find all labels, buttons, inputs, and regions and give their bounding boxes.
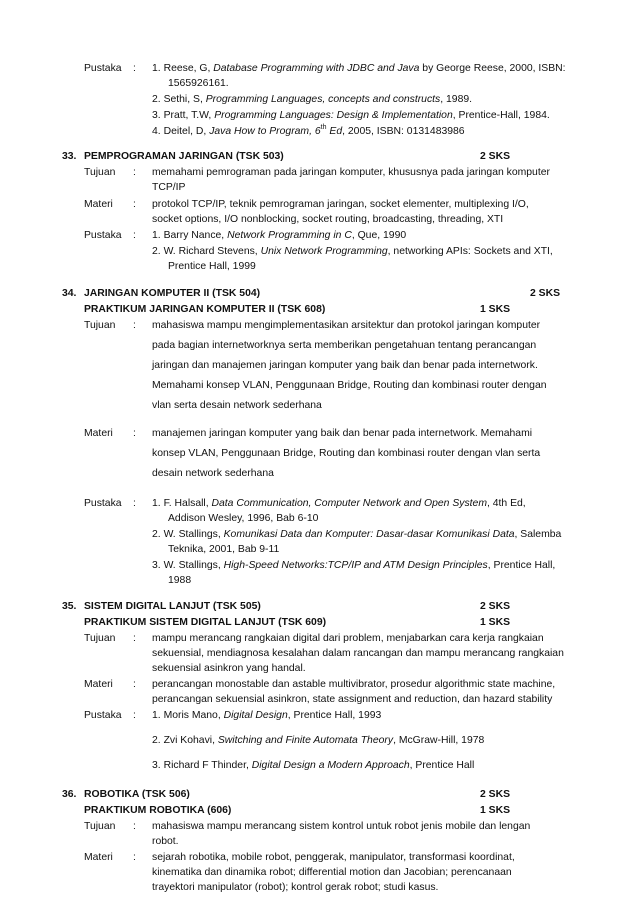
reference-item: 1. F. Halsall, Data Communication, Computer Network and Open System, 4th Ed, <box>152 498 526 509</box>
practicum-title: PRAKTIKUM JARINGAN KOMPUTER II (TSK 608) <box>84 304 326 315</box>
course-title: JARINGAN KOMPUTER II (TSK 504) <box>84 288 261 299</box>
tujuan-label: Tujuan <box>84 821 116 832</box>
materi-text: manajemen jaringan komputer yang baik dan benar pada internetwork. Memahami <box>152 428 533 439</box>
tujuan-label: Tujuan <box>84 167 116 178</box>
colon: : <box>133 498 136 509</box>
colon: : <box>133 167 136 178</box>
colon: : <box>133 199 136 210</box>
practicum-credits: 1 SKS <box>480 805 511 816</box>
reference-continuation: Addison Wesley, 1996, Bab 6-10 <box>168 513 319 524</box>
tujuan-label: Tujuan <box>84 633 116 644</box>
tujuan-label: Tujuan <box>84 320 116 331</box>
materi-text: socket options, I/O nonblocking, socket routing, broadcasting, threading, XTI <box>152 214 504 225</box>
tujuan-text: sekuensial, mendiagnosa kesalahan dalam rancangan dan mampu merancang rangkaian <box>152 648 564 659</box>
course-credits: 2 SKS <box>530 288 561 299</box>
materi-text: perancangan sekuensial asinkron, state assignment and reduction, dan hazard stability <box>152 694 553 705</box>
materi-text: kinematika dan dinamika robot; differential motion dan Jacobian; perencanaan <box>152 867 512 878</box>
reference-item: 2. Zvi Kohavi, Switching and Finite Automata Theory, McGraw-Hill, 1978 <box>152 735 485 746</box>
tujuan-text: TCP/IP <box>152 182 186 193</box>
materi-text: desain network sederhana <box>152 468 274 479</box>
tujuan-text: Memahami konsep VLAN, Penggunaan Bridge, Routing dan kombinasi router dengan <box>152 380 547 391</box>
tujuan-text: mahasiswa mampu mengimplementasikan arsitektur dan protokol jaringan komputer <box>152 320 541 331</box>
colon: : <box>133 428 136 439</box>
practicum-title: PRAKTIKUM SISTEM DIGITAL LANJUT (TSK 609) <box>84 617 327 628</box>
course-credits: 2 SKS <box>480 601 511 612</box>
reference-continuation: Teknika, 2001, Bab 9-11 <box>168 544 280 555</box>
materi-text: perancangan monostable dan astable multivibrator, prosedur algorithmic state machine, <box>152 679 556 690</box>
colon: : <box>133 852 136 863</box>
reference-item: 3. Pratt, T.W, Programming Languages: Design & Implementation, Prentice-Hall, 1984. <box>152 110 550 121</box>
pustaka-label: Pustaka <box>84 710 122 721</box>
course-credits: 2 SKS <box>480 789 511 800</box>
materi-label: Materi <box>84 852 113 863</box>
tujuan-text: mahasiswa mampu merancang sistem kontrol untuk robot jenis mobile dan lengan <box>152 821 531 832</box>
reference-item: 1. Barry Nance, Network Programming in C, Que, 1990 <box>152 230 407 241</box>
section-number: 35. <box>62 601 77 612</box>
materi-label: Materi <box>84 428 113 439</box>
course-title: ROBOTIKA (TSK 506) <box>84 789 190 800</box>
practicum-credits: 1 SKS <box>480 304 511 315</box>
reference-item: 4. Deitel, D, Java How to Program, 6th Ed, 2005, ISBN: 0131483986 <box>152 124 465 137</box>
section-number: 36. <box>62 789 77 800</box>
tujuan-text: jaringan dan manajemen jaringan komputer yang baik dan benar pada internetwork. <box>152 360 538 371</box>
tujuan-text: memahami pemrograman pada jaringan komputer, khususnya pada jaringan komputer <box>152 167 550 178</box>
pustaka-label: Pustaka <box>84 63 122 74</box>
materi-text: protokol TCP/IP, teknik pemrograman jaringan, socket elementer, multiplexing I/O, <box>152 199 529 210</box>
tujuan-text: pada bagian internetworknya serta memberikan pengetahuan tentang perancangan <box>152 340 537 351</box>
reference-continuation: 1565926161. <box>168 78 229 89</box>
materi-text: konsep VLAN, Penggunaan Bridge, Routing dan kombinasi router dengan vlan serta <box>152 448 541 459</box>
reference-item: 3. Richard F Thinder, Digital Design a Modern Approach, Prentice Hall <box>152 760 475 771</box>
tujuan-text: vlan serta desain network sederhana <box>152 400 322 411</box>
pustaka-label: Pustaka <box>84 230 122 241</box>
colon: : <box>133 230 136 241</box>
reference-item: 2. W. Stallings, Komunikasi Data dan Komputer: Dasar-dasar Komunikasi Data, Salemba <box>152 529 562 540</box>
tujuan-text: sekuensial asinkron yang handal. <box>152 663 306 674</box>
reference-item: 2. Sethi, S, Programming Languages, concepts and constructs, 1989. <box>152 94 473 105</box>
reference-item: 1. Moris Mano, Digital Design, Prentice Hall, 1993 <box>152 710 382 721</box>
colon: : <box>133 710 136 721</box>
colon: : <box>133 320 136 331</box>
reference-continuation: 1988 <box>168 575 192 586</box>
colon: : <box>133 633 136 644</box>
course-title: PEMPROGRAMAN JARINGAN (TSK 503) <box>84 151 284 162</box>
tujuan-text: mampu merancang rangkaian digital dari problem, menjabarkan cara kerja rangkaian <box>152 633 544 644</box>
reference-continuation: Prentice Hall, 1999 <box>168 261 256 272</box>
course-title: SISTEM DIGITAL LANJUT (TSK 505) <box>84 601 261 612</box>
reference-item: 3. W. Stallings, High-Speed Networks:TCP/IP and ATM Design Principles, Prentice Hall, <box>152 560 556 571</box>
section-number: 34. <box>62 288 77 299</box>
reference-item: 2. W. Richard Stevens, Unix Network Programming, networking APIs: Sockets and XTI, <box>152 246 553 257</box>
colon: : <box>133 679 136 690</box>
materi-text: trayektori manipulator (robot); kontrol gerak robot; studi kasus. <box>152 882 439 893</box>
colon: : <box>133 63 136 74</box>
practicum-credits: 1 SKS <box>480 617 511 628</box>
practicum-title: PRAKTIKUM ROBOTIKA (606) <box>84 805 232 816</box>
course-credits: 2 SKS <box>480 151 511 162</box>
section-number: 33. <box>62 151 77 162</box>
tujuan-text: robot. <box>152 836 179 847</box>
reference-item: 1. Reese, G, Database Programming with JDBC and Java by George Reese, 2000, ISBN: <box>152 63 566 74</box>
pustaka-label: Pustaka <box>84 498 122 509</box>
colon: : <box>133 821 136 832</box>
materi-label: Materi <box>84 679 113 690</box>
materi-text: sejarah robotika, mobile robot, penggerak, manipulator, transformasi koordinat, <box>152 852 515 863</box>
materi-label: Materi <box>84 199 113 210</box>
